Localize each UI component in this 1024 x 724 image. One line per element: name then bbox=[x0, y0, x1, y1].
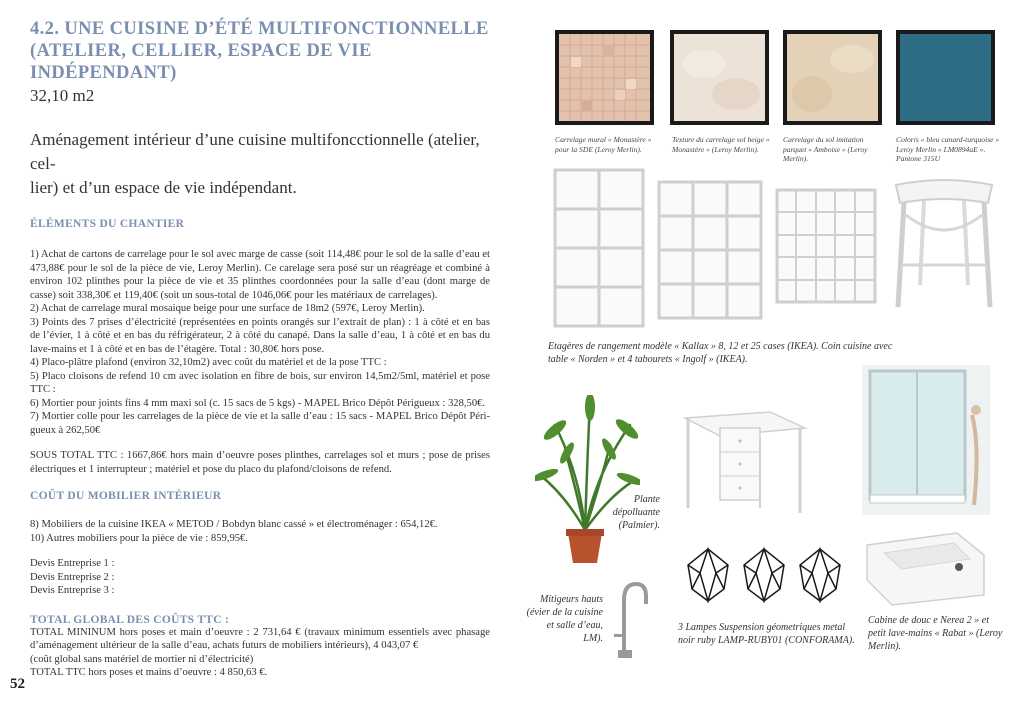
list-item: (coût global sans matériel de mortier ni d’électricité) bbox=[30, 653, 254, 665]
elements-heading: ÉLÉMENTS DU CHANTIER bbox=[30, 218, 185, 230]
plant-caption: Plante dépolluante (Palmier). bbox=[612, 494, 660, 531]
list-item: 5) Placo cloisons de refend 10 cm avec isolation en fibre de bois, sur environ 14,5m2/5ml, matériel et pose TTC : bbox=[30, 370, 490, 395]
swatch-caption-4: Coloris « bleu canard-turquoise » Leroy Merlin « LM0894aE ». Pantone 315U bbox=[896, 135, 1000, 164]
kallax-12-shelf-image bbox=[657, 180, 763, 320]
total-list bbox=[30, 626, 490, 680]
list-item: Devis Entreprise 2 : bbox=[30, 571, 115, 583]
section-title-line-2: (ATELIER, CELLIER, ESPACE DE VIE INDÉPENDANT) bbox=[30, 41, 372, 83]
intro-paragraph bbox=[30, 128, 490, 200]
mosaic-tile-image bbox=[559, 34, 650, 121]
kallax-8-shelf-image bbox=[553, 168, 645, 328]
lamp-icon bbox=[744, 549, 784, 601]
faucet-caption: Mitigeurs hauts (évier de la cuisine et salle d’eau, LM). bbox=[526, 594, 603, 644]
norden-table-image bbox=[680, 408, 810, 518]
swatch-caption-3: Carrelage du sol imitation parquet « Amboise » (Leroy Merlin). bbox=[783, 135, 868, 164]
shelves-caption: Etagères de rangement modèle « Kallax » 8, 12 et 25 cases (IKEA). Coin cuisine avec table « Norden » et 4 tabourets « Ingolf » (IKEA). bbox=[548, 341, 893, 365]
swatch-caption-2: Texture du carrelage sol beige « Monastère » (Leroy Merlin). bbox=[672, 135, 770, 154]
intro-line-2: lier) et d’un espace de vie indépendant. bbox=[30, 178, 297, 197]
list-item: 7) Mortier colle pour les carrelages de la pièce de vie et la salle d’eau : 15 sacs - MAPEL Brico Dépôt Péri-gueux à 262,50€ bbox=[30, 411, 490, 436]
kallax-25-shelf-image bbox=[775, 188, 877, 304]
list-item: TOTAL MININUM hors poses et main d’oeuvre : 2 731,64 € (travaux minimum essentiels avec phasage d’aménagement ultérieur de la salle d’eau, achats futurs de mobiliers intérieurs), 4 043,07 € bbox=[30, 626, 490, 651]
list-item: 6) Mortier pour joints fins 4 mm maxi sol (c. 15 sacs de 5 kgs) - MAPEL Brico Dépôt Périgueux : 328,50€. bbox=[30, 397, 486, 409]
section-title-line-1: 4.2. UNE CUISINE D’ÉTÉ MULTIFONCTIONNELLE bbox=[30, 19, 489, 39]
subtotal-paragraph: SOUS TOTAL TTC : 1667,86€ hors main d’oeuvre poses plinthes, carrelages sol et murs ; pose de prises électriques et 1 interrupteur ; matériel et pose du placo du plafond/cloisons de refend. bbox=[30, 450, 490, 475]
parquet-tile-image bbox=[787, 34, 878, 121]
lamp-icon bbox=[800, 549, 840, 601]
palm-plant-image bbox=[535, 395, 640, 565]
list-item: 4) Placo-plâtre plafond (environ 32,10m2) avec coût du matériel et de la pose TTC : bbox=[30, 357, 387, 368]
list-item: 3) Points des 7 prises d’électricité (représentées en points orangés sur l’extrait de plan) : 1 à côté et en bas de l’évier, 1 à côté et en bas du réfrigérateur, 2 à côté du canapé. Dans la salle d’eau, 1 à côté et en bas du lave-mains et 1 à côté et en bas de l’étagère. Total : 30,80€ hors pose. bbox=[30, 316, 490, 355]
text-column bbox=[30, 18, 490, 680]
list-item: TOTAL TTC hors poses et mains d’oeuvre : 4 850,63 €. bbox=[30, 667, 268, 678]
furniture-heading: COÛT DU MOBILIER INTÉRIEUR bbox=[30, 490, 222, 502]
list-item: 1) Achat de cartons de carrelage pour le sol avec marge de casse (soit 114,48€ pour le sol de la salle d’eau et 473,88€ pour le sol de la pièce de vie, Leroy Merlin). Ce carelage sera posé sur un réagréage et combiné à environ 102 plinthes pour la pièce de vie et 35 plinthes coordonnées pour la salle d’eau (dont marge de casse) soit 338,30€ et 119,40€ (soit un sous-total de 1046,06€ pour les matériaux de carrelages). bbox=[30, 249, 490, 301]
lamps-caption: 3 Lampes Suspension géometriques metal noir ruby LAMP-RUBY01 (CONFORAMA). bbox=[678, 622, 855, 646]
shower-caption: Cabine de douc e Nerea 2 » et petit lave-mains « Rabat » (Leroy Merlin). bbox=[868, 615, 1003, 652]
list-item: 2) Achat de carrelage mural mosaique beige pour une surface de 18m2 (597€, Leroy Merlin). bbox=[30, 303, 425, 314]
tile-swatch-parquet bbox=[783, 30, 882, 125]
elements-list bbox=[30, 248, 490, 437]
total-heading: TOTAL GLOBAL DES COÛTS TTC : bbox=[30, 613, 230, 626]
intro-line-1: Aménagement intérieur d’une cuisine multifoncctionnelle (atelier, cel- bbox=[30, 130, 480, 173]
beige-tile-image bbox=[674, 34, 765, 121]
surface-area: 32,10 m2 bbox=[30, 86, 95, 105]
tile-swatch-beige bbox=[670, 30, 769, 125]
tile-swatch-mosaic bbox=[555, 30, 654, 125]
hand-basin-image bbox=[862, 525, 990, 607]
faucet-image bbox=[610, 580, 650, 660]
list-item: 8) Mobiliers de la cuisine IKEA « METOD / Bobdyn blanc cassé » et électroménager : 654,12€. bbox=[30, 519, 438, 530]
quotes-list bbox=[30, 557, 490, 598]
geometric-lamps-image bbox=[680, 545, 850, 605]
lamp-icon bbox=[688, 549, 728, 601]
color-swatch-turquoise bbox=[896, 30, 995, 125]
page-number: 52 bbox=[10, 676, 25, 692]
shower-cabin-image bbox=[862, 365, 990, 515]
list-item: 10) Autres mobiliers pour la pièce de vie : 859,95€. bbox=[30, 532, 249, 544]
swatch-caption-1: Carrelage mural « Monastère » pour la SDE (Leroy Merlin). bbox=[555, 135, 652, 154]
section-title bbox=[30, 18, 490, 84]
list-item: Devis Entreprise 3 : bbox=[30, 585, 115, 596]
ingolf-stool-image bbox=[888, 175, 1000, 310]
furniture-list bbox=[30, 518, 490, 545]
list-item: Devis Entreprise 1 : bbox=[30, 558, 115, 569]
